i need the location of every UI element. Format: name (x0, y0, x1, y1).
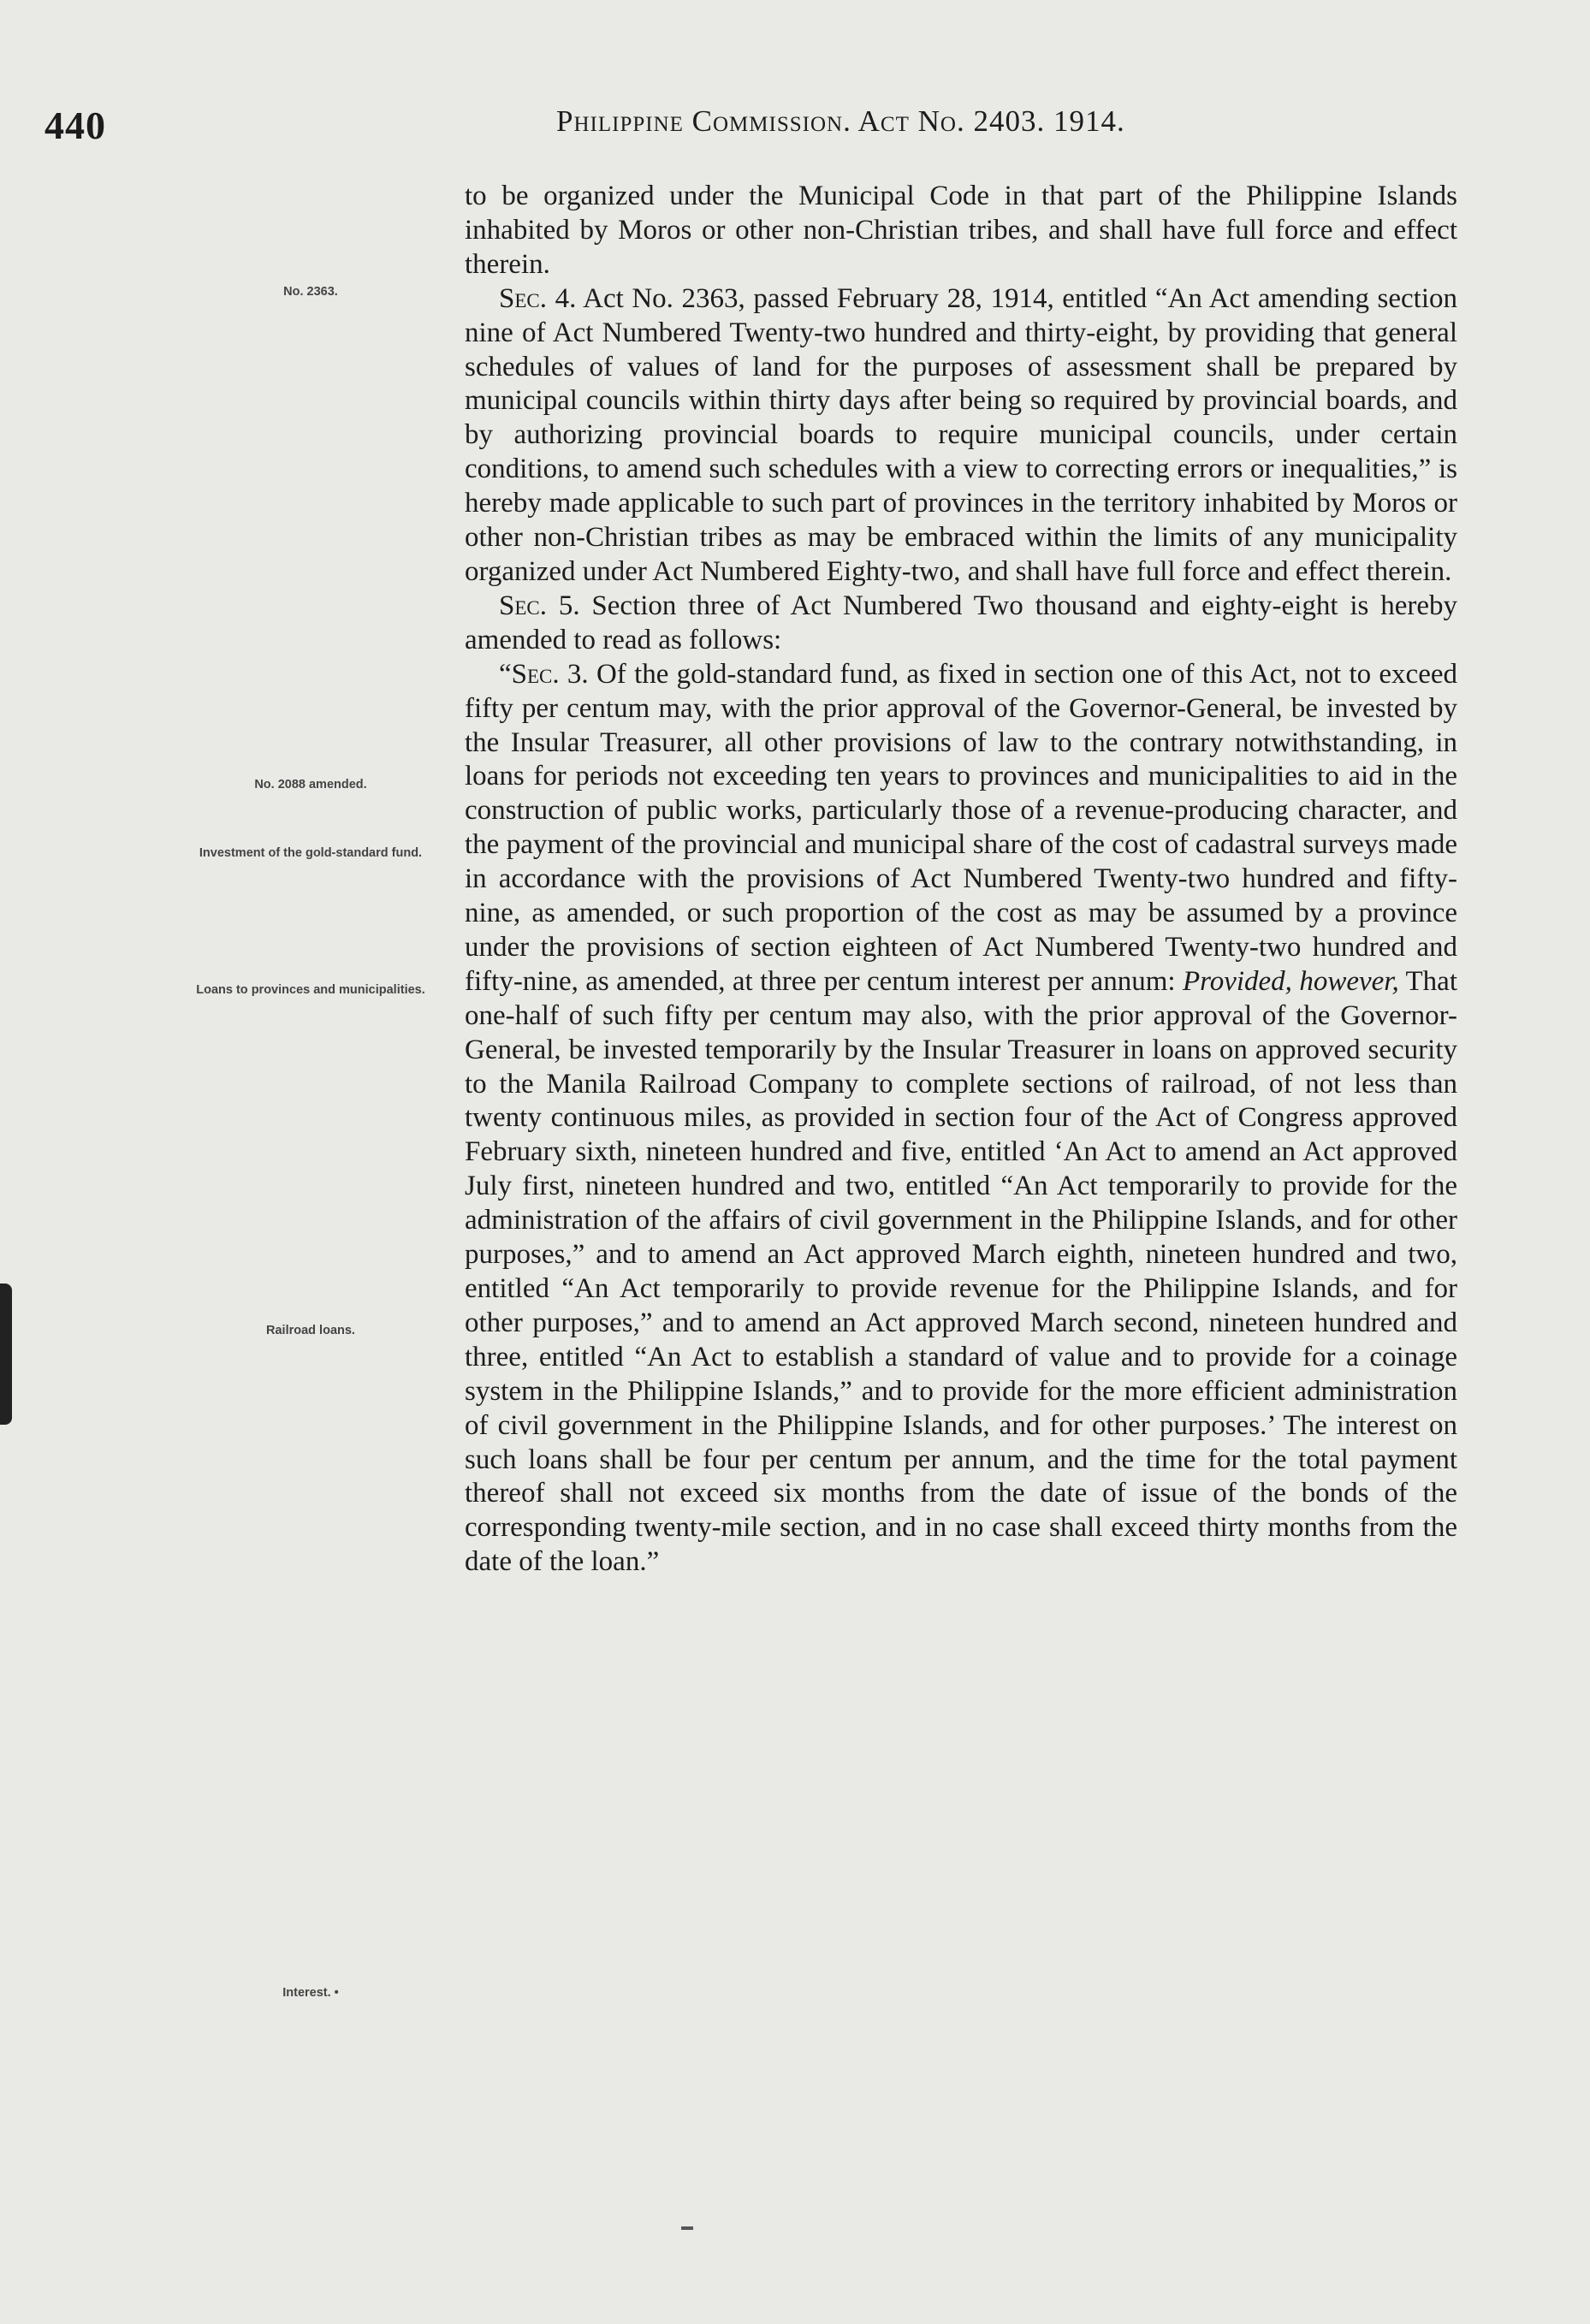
margin-note-loans-provinces: Loans to provinces and municipalities. (196, 983, 425, 997)
section-4 (465, 282, 1457, 590)
margin-note-act-2363: No. 2363. (283, 285, 338, 299)
footer-dash (681, 2226, 693, 2230)
margin-note-interest: Interest. • (282, 1986, 339, 2000)
section-4-text: Act No. 2363, passed February 28, 1914, entitled “An Act amending section nine of Act Numbered Twenty-two hundred and thirty-eight, by providing that general schedules of values of land for the purposes of assessment shall be prepared by municipal councils within thirty days after being so required by provincial boards, and by authorizing provincial boards to require municipal councils, under certain conditions, to amend such schedules with a view to correcting errors or inequalities,” is hereby made applicable to such part of provinces in the territory inhabited by Moros or other non-Christian tribes as may be embraced within the limits of any municipality organized under Act Numbered Eighty-two, and shall have full force and effect therein. (465, 282, 1458, 587)
margin-note-2088-amended: No. 2088 amended. (254, 778, 367, 791)
amended-section-3-text-b: That one-half of such fifty per centum may also, with the prior approval of the Governor-General, be invested temporarily by the Insular Treasurer in loans on approved security to the Manila Railroad Company to complete sections of railroad, of not less than twenty continuous miles, as provided in section four of the Act of Congress approved February sixth, nineteen hundred and five, entitled ‘An Act to amend an Act approved July first, nineteen hundred and two, entitled “An Act temporarily to provide for the administration of the affairs of civil government in the Philippine Islands, and for other purposes,” and to amend an Act approved March eighth, nineteen hundred and two, entitled “An Act temporarily to provide revenue for the Philippine Islands, and for other purposes,” and to amend an Act approved March second, nineteen hundred and three, entitled “An Act to establish a standard of value and to provide for a coinage system in the Philippine Islands,” and to provide for the more efficient administration of civil government in the Philippine Islands, and for other purposes.’ The interest on such loans shall be four per centum per annum, and the time for the total payment thereof shall not exceed six months from the date of issue of the bonds of the corresponding twenty-mile section, and in no case shall exceed thirty months from the date of the loan.” (465, 965, 1457, 1578)
body-text (465, 180, 1457, 1580)
margin-note-railroad-loans: Railroad loans. (266, 1324, 355, 1337)
margin-note-gold-standard-fund: Investment of the gold-standard fund. (199, 846, 423, 860)
amended-section-3 (465, 658, 1457, 1580)
proviso-italic: Provided, however, (1182, 965, 1399, 997)
running-head: Philippine Commission. Act No. 2403. 1914. (556, 104, 1125, 138)
amended-section-3-text-a: Of the gold-standard fund, as fixed in section one of this Act, not to exceed fifty per centum may, with the prior approval of the Governor-General, be invested by the Insular Treasurer, all other provisions of law to the contrary notwithstanding, in loans for periods not exceeding ten years to provinces and municipalities to aid in the construction of public works, particularly those of a revenue-producing character, and the payment of the provincial and municipal share of the cost of cadastral surveys made in accordance with the provisions of Act Numbered Twenty-two hundred and fifty-nine, as amended, or such proportion of the cost as may be assumed by a province under the provisions of section eighteen of Act Numbered Twenty-two hundred and fifty-nine, as amended, at three per centum interest per annum: (465, 658, 1457, 997)
page-number: 440 (44, 104, 106, 147)
amended-section-3-label: “Sec. 3. (499, 658, 589, 690)
paragraph-continuation: to be organized under the Municipal Code in that part of the Philippine Islands inhabited by Moros or other non-Christian tribes, and shall have full force and effect therein. (465, 181, 1457, 280)
section-5 (465, 590, 1457, 658)
binding-edge-mark (0, 1284, 12, 1425)
section-5-label: Sec. 5. (499, 590, 580, 621)
section-5-text: Section three of Act Numbered Two thousand and eighty-eight is hereby amended to read as follows: (465, 590, 1457, 655)
section-4-label: Sec. 4. (499, 282, 577, 314)
